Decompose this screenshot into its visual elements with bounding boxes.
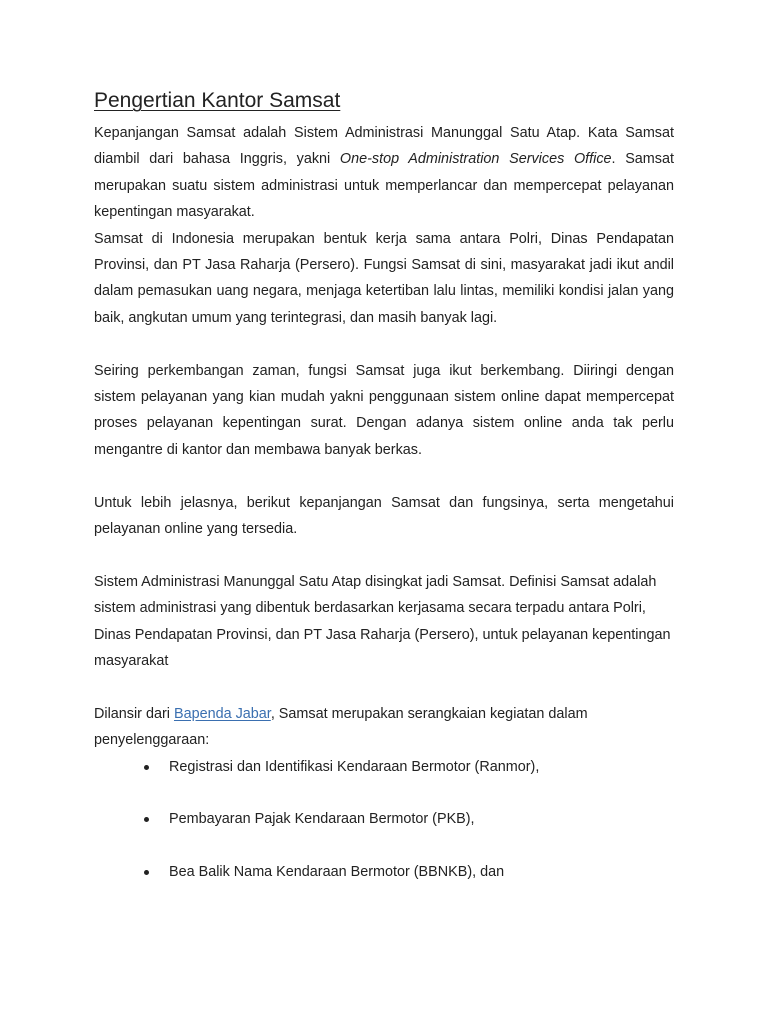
page-title: Pengertian Kantor Samsat xyxy=(94,89,341,112)
paragraph-cooperation: Samsat di Indonesia merupakan bentuk kerja sama antara Polri, Dinas Pendapatan Provinsi, dan PT Jasa Raharja (Persero). Fungsi Samsat di sini, masyarakat jadi ikut andil dalam pemasukan uang negara, menjaga ketertiban lalu lintas, memiliki kondisi jalan yang baik, angkutan umum yang terintegrasi, dan masih banyak lagi. xyxy=(94,230,674,326)
list-item xyxy=(94,859,674,885)
paragraph-definition-text-2: . Samsat merupakan suatu sistem administrasi untuk memperlancar dan mempercepat pelayanan kepentingan masyarakat. xyxy=(94,151,674,221)
paragraph-spacer xyxy=(94,331,674,357)
list-item-text: Pembayaran Pajak Kendaraan Bermotor (PKB), xyxy=(169,811,475,828)
bullet-icon xyxy=(144,870,149,875)
paragraph-abbreviation: Sistem Administrasi Manunggal Satu Atap disingkat jadi Samsat. Definisi Samsat adalah sistem administrasi yang dibentuk berdasarkan kerjasama secara terpadu antara Polri, Dinas Pendapatan Provinsi, dan PT Jasa Raharja (Persero), untuk pelayanan kepentingan masyarakat xyxy=(94,573,671,670)
paragraph-spacer xyxy=(94,542,674,568)
paragraph-source xyxy=(94,701,674,754)
paragraph-spacer xyxy=(94,674,674,700)
document-page xyxy=(94,86,674,912)
list-item-text: Bea Balik Nama Kendaraan Bermotor (BBNKB), dan xyxy=(169,864,505,881)
list-item-text: Registrasi dan Identifikasi Kendaraan Bermotor (Ranmor), xyxy=(169,758,540,775)
paragraph-source-text-2: , Samsat merupakan serangkaian kegiatan dalam penyelenggaraan: xyxy=(94,705,588,749)
paragraph-definition-text-1: Kepanjangan Samsat adalah Sistem Administrasi Manunggal Satu Atap. Kata Samsat diambil dari bahasa Inggris, yakni xyxy=(94,125,674,168)
paragraph-spacer xyxy=(94,463,674,489)
bullet-icon xyxy=(144,765,149,770)
paragraph-development: Seiring perkembangan zaman, fungsi Samsat juga ikut berkembang. Diiringi dengan sistem pelayanan yang kian mudah yakni penggunaan sistem online dapat mempercepat proses pelayanan kepentingan surat. Dengan adanya sistem online anda tak perlu mengantre di kantor dan membawa banyak berkas. xyxy=(94,362,674,458)
paragraph-definition-italic: One-stop Administration Services Office xyxy=(339,151,612,168)
activities-list xyxy=(94,754,674,886)
paragraph-intro: Untuk lebih jelasnya, berikut kepanjangan Samsat dan fungsinya, serta mengetahui pelayanan online yang tersedia. xyxy=(94,494,674,538)
paragraph-source-text-1: Dilansir dari xyxy=(94,705,174,722)
list-item xyxy=(94,754,674,780)
list-item xyxy=(94,806,674,832)
bapenda-jabar-link[interactable]: Bapenda Jabar xyxy=(173,705,271,722)
bullet-icon xyxy=(144,817,149,822)
paragraph-definition xyxy=(94,120,674,226)
